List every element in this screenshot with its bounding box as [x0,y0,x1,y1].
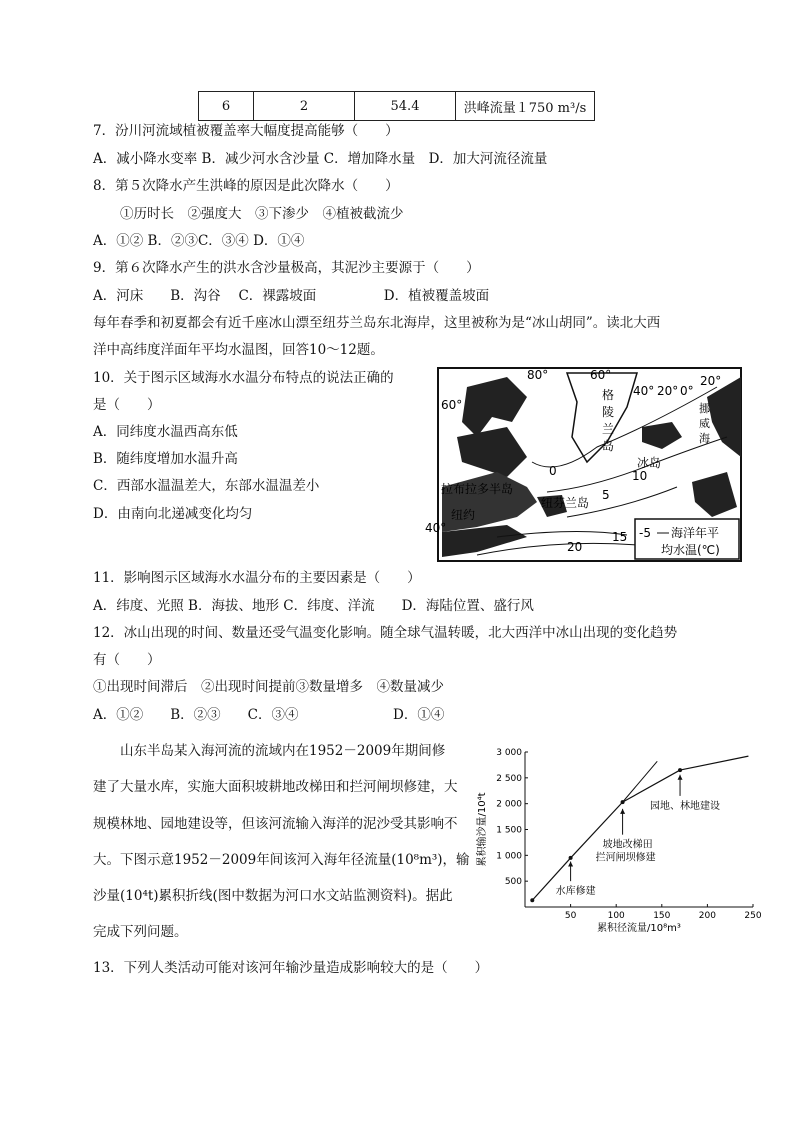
annotation-label: 拦河闸坝修建 [595,852,656,864]
option-10d: D．由南向北递减变化均匀 [93,506,253,522]
y-tick-label: 2 500 [496,773,522,784]
arrow-head [678,775,683,780]
passage-river: 山东半岛某入海河流的流域内在1952－2009年期间修 [93,743,446,759]
arrow-head [568,862,573,867]
arrow-head [620,809,625,814]
place-label: 纽约 [451,508,476,522]
lon-label: 20° [657,384,679,398]
trend-extension [623,761,658,802]
place-label: 挪 [699,402,710,415]
question-12-options: A．①② B．②③ C．③④ D．①④ [93,707,445,723]
question-12: 12．冰山出现的时间、数量还受气温变化影响。随全球气温转暖，北大西洋中冰山出现的变化趋势 [93,625,678,641]
passage-river-3: 规模林地、园地建设等，但该河流输入海洋的泥沙受其影响不 [93,816,458,832]
annotation-label: 园地、林地建设 [650,800,721,812]
question-10-b: 是（ ） [93,397,161,413]
series-segment [623,770,680,802]
y-tick-label: 1 500 [496,825,522,836]
passage-iceberg-2: 洋中高纬度洋面年平均水温图，回答10～12题。 [93,342,384,358]
place-label: 纽芬兰岛 [541,496,590,510]
lat-label: 40° [425,521,447,535]
passage-river-6: 完成下列问题。 [93,924,188,940]
legend-value: -5 [639,526,651,540]
isotherm-label: 0 [549,464,557,478]
y-tick-label: 3 000 [496,748,522,758]
data-point [678,768,682,772]
passage-iceberg: 每年春季和初夏都会有近千座冰山漂至纽芬兰岛东北海岸，这里被称为是“冰山胡同”。读北大西 [93,315,661,331]
place-label: 兰 [602,422,615,436]
question-13: 13．下列人类活动可能对该河年输沙量造成影响较大的是（ ） [93,960,489,976]
place-label: 海 [699,432,710,445]
x-tick-label: 250 [744,911,762,921]
legend-text: 海洋年平 [671,526,720,540]
lon-label: 60° [590,368,612,382]
lat-label: 60° [441,398,463,412]
option-10b: B．随纬度增加水温升高 [93,451,238,467]
place-label: 冰岛 [637,456,662,470]
question-9-options: A．河床 B．沟谷 C．裸露坡面 D．植被覆盖坡面 [93,288,490,304]
place-label: 拉布拉多半岛 [441,482,514,496]
x-axis-label: 累积径流量/10⁸m³ [597,923,681,934]
passage-river-5: 沙量(10⁴t)累积折线(图中数据为河口水文站监测资料)。据此 [93,888,453,904]
question-8-options: A．①② B．②③C．③④ D．①④ [93,233,305,249]
x-tick-label: 50 [564,911,577,921]
series-segment [680,756,748,770]
question-8-items: ①历时长 ②强度大 ③下渗少 ④植被截流少 [93,206,404,222]
north-atlantic-temperature-map [425,367,742,562]
option-10c: C．西部水温温差大，东部水温温差小 [93,478,320,494]
question-8: 8．第５次降水产生洪峰的原因是此次降水（ ） [93,178,399,194]
annotation-label: 坡地改梯田 [602,839,653,851]
y-tick-label: 2 000 [496,799,522,810]
option-10a: A．同纬度水温西高东低 [93,424,238,440]
isotherm-label: 5 [602,488,610,502]
lon-label: 80° [527,368,549,382]
question-11-options: A．纬度、光照 B．海拔、地形 C．纬度、洋流 D．海陆位置、盛行风 [93,598,534,614]
sediment-runoff-chart [475,742,765,947]
y-axis-label: 累积输沙量/10⁴t [477,792,488,867]
x-tick-label: 150 [653,911,671,921]
table-cell: 洪峰流量１750 m³/s [456,92,595,121]
isotherm-label: 20 [567,540,583,554]
annotation-label: 水库修建 [555,886,596,898]
flood-table [198,91,595,121]
data-point [569,856,573,860]
table-cell: 54.4 [355,92,456,121]
place-label: 陵 [602,405,615,419]
table-row [199,92,595,121]
question-10: 10．关于图示区域海水水温分布特点的说法正确的 [93,370,394,386]
question-12-b: 有（ ） [93,652,161,668]
y-tick-label: 500 [504,877,522,888]
passage-river-2: 建了大量水库，实施大面积坡耕地改梯田和拦河闸坝修建，大 [93,779,458,795]
lon-label: 40° [633,384,655,398]
passage-river-4: 大。下图示意1952－2009年间该河入海年径流量(10⁸m³)，输 [93,852,470,868]
data-point [530,898,534,902]
question-9: 9．第６次降水产生的洪水含沙量极高，其泥沙主要源于（ ） [93,260,480,276]
isotherm-label: 10 [632,469,648,483]
isotherm-label: 15 [612,530,628,544]
place-label: 岛 [602,439,615,453]
place-label: 威 [699,417,710,430]
x-tick-label: 100 [607,911,625,921]
table-cell: 2 [254,92,355,121]
question-7-options: A．减小降水变率 B．减少河水含沙量 C．增加降水量 D．加大河流径流量 [93,151,548,167]
question-7: 7．汾川河流域植被覆盖率大幅度提高能够（ ） [93,123,399,139]
table-cell: 6 [199,92,254,121]
lon-label: 20° [700,374,722,388]
question-11: 11．影响图示区域海水水温分布的主要因素是（ ） [93,570,421,586]
lon-label: 0° [680,384,694,398]
legend-text: 均水温(℃) [661,543,720,557]
y-tick-label: 1 000 [496,851,522,862]
x-tick-label: 200 [698,911,716,921]
question-12-items: ①出现时间滞后 ②出现时间提前③数量增多 ④数量减少 [93,679,444,695]
place-label: 格 [602,388,615,402]
